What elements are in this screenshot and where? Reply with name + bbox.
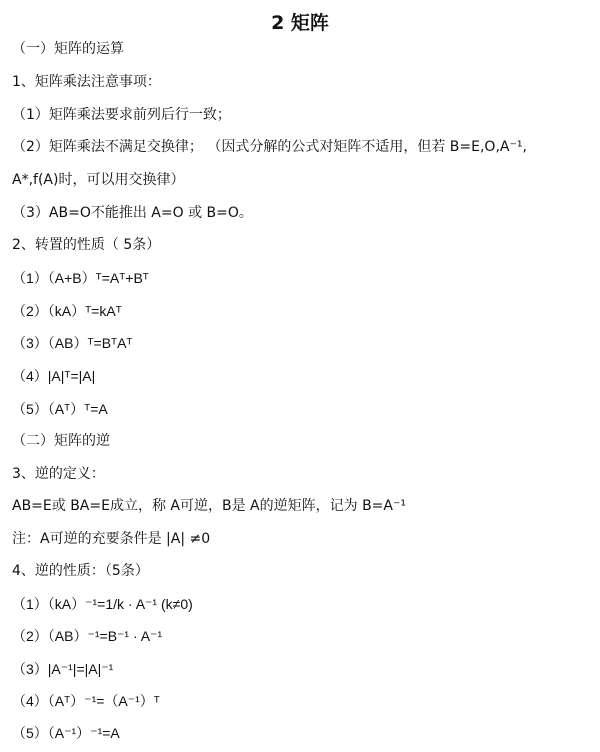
transpose-property-1: （1）（A+B）ᵀ=Aᵀ+Bᵀ: [12, 270, 149, 286]
transpose-property-2: （2）（kA）ᵀ=kAᵀ: [12, 303, 122, 319]
inverse-property-5: （5）（A⁻¹）⁻¹=A: [12, 725, 120, 741]
transpose-property-5: （5）（Aᵀ）ᵀ=A: [12, 401, 108, 417]
item-heading-multiplication-notes: 1、矩阵乘法注意事项：: [12, 74, 161, 90]
inverse-property-4: （4）（Aᵀ）⁻¹=（A⁻¹）ᵀ: [12, 693, 160, 709]
note-line-2: （2）矩阵乘法不满足交换律； （因式分解的公式对矩阵不适用，但若 B=E,O,A⁻¹,: [12, 139, 527, 155]
inverse-property-1: （1）（kA）⁻¹=1/k · A⁻¹ (k≠0): [12, 596, 193, 612]
item-heading-inverse-definition: 3、逆的定义：: [12, 466, 105, 482]
inverse-property-3: （3）|A⁻¹|=|A|⁻¹: [12, 661, 114, 677]
section-heading-matrix-operations: （一）矩阵的运算: [12, 41, 124, 57]
note-line-1: （1）矩阵乘法要求前列后行一致；: [12, 107, 231, 123]
item-heading-inverse-properties: 4、逆的性质：（5条）: [12, 563, 149, 579]
item-heading-transpose-properties: 2、转置的性质（ 5条）: [12, 237, 161, 253]
note-line-2-continued: A*,f(A)时，可以用交换律）: [12, 172, 185, 188]
inverse-definition-text: AB=E或 BA=E成立，称 A可逆，B是 A的逆矩阵，记为 B=A⁻¹: [12, 498, 406, 514]
inverse-condition-note: 注：A可逆的充要条件是 |A| ≠0: [12, 531, 211, 547]
note-line-3: （3）AB=O不能推出 A=O 或 B=O。: [12, 205, 253, 221]
section-heading-matrix-inverse: （二）矩阵的逆: [12, 433, 110, 449]
inverse-property-2: （2）（AB）⁻¹=B⁻¹ · A⁻¹: [12, 628, 163, 644]
page-title: 2 矩阵: [271, 12, 329, 34]
transpose-property-4: （4）|A|ᵀ=|A|: [12, 368, 96, 384]
transpose-property-3: （3）（AB）ᵀ=BᵀAᵀ: [12, 335, 133, 351]
